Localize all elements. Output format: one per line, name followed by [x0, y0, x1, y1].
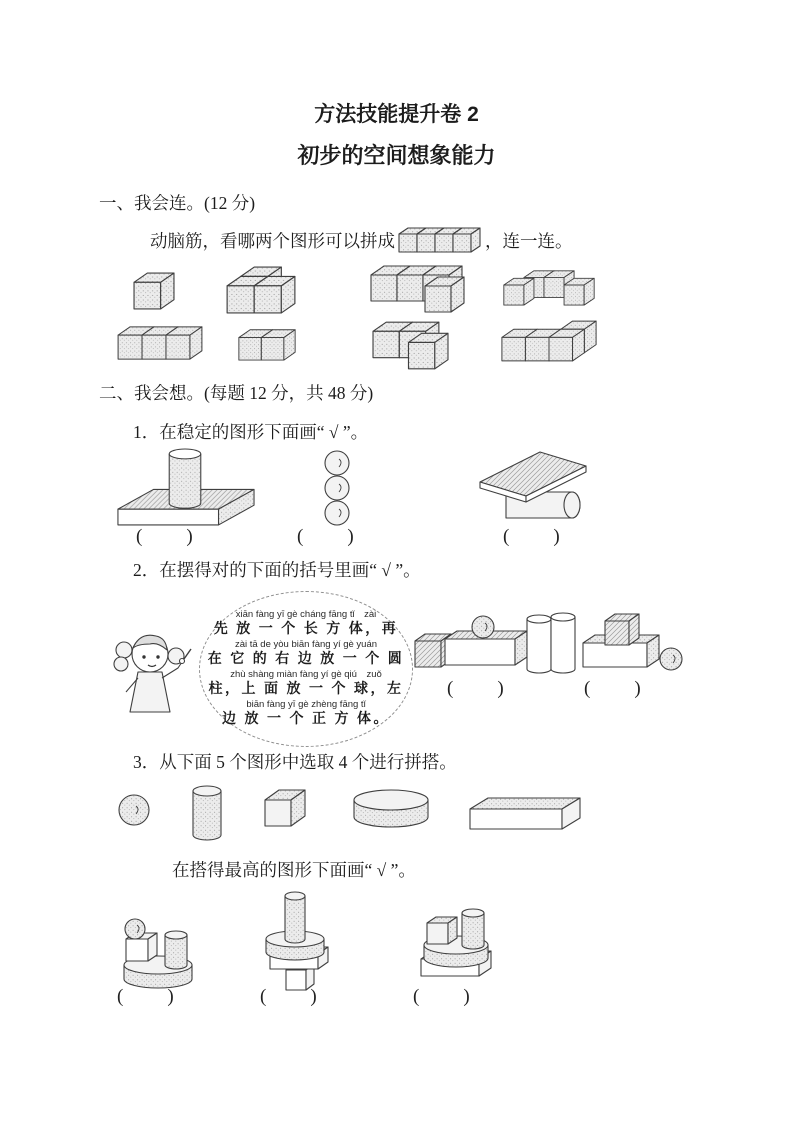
stack-figure-3 — [409, 899, 493, 979]
section1-heading: 一、我会连。(12 分) — [99, 193, 256, 213]
speech-bubble — [199, 591, 413, 747]
answer-blank-q3-1: ( ) — [117, 986, 176, 1007]
page-subtitle: 初步的空间想象能力 — [297, 143, 496, 168]
figure-two-cube-row — [238, 328, 296, 361]
question2-text: 2．在摆得对的下面的括号里画“ √ ”。 — [133, 560, 421, 580]
figure-single-cube — [133, 271, 175, 310]
question1-text: 1．在稳定的图形下面画“ √ ”。 — [133, 422, 369, 442]
question3-subtext: 在搭得最高的图形下面画“ √ ”。 — [172, 860, 416, 880]
page-title: 方法技能提升卷 2 — [314, 103, 479, 126]
bubble-hanzi-2: 在 它 的 右 边 放 一 个 圆 — [207, 652, 405, 667]
figure-three-cube-row — [117, 325, 203, 360]
section1-prompt — [150, 212, 573, 254]
arrangement-b-figure — [549, 607, 684, 675]
answer-blank-q2-2: ( ) — [584, 678, 643, 699]
bubble-pinyin-4: biān fàng yī gè zhèng fāng tǐ — [246, 699, 366, 710]
figure-three-cubes-back-left — [226, 265, 296, 314]
prompt-suffix: ，连一连。 — [485, 231, 573, 251]
figure-four-cubes-front-right — [370, 264, 465, 313]
bubble-hanzi-1: 先 放 一 个 长 方 体，再 — [213, 622, 399, 637]
stack-figure-2 — [257, 884, 335, 991]
arrangement-a-figure — [413, 607, 553, 675]
answer-blank-q1-2: ( ) — [297, 526, 356, 547]
figure-stacked-balls — [320, 449, 354, 526]
shape-ball — [117, 793, 151, 827]
bubble-hanzi-3: 柱，上 面 放 一 个 球，左 — [208, 682, 404, 697]
shape-cylinder — [191, 784, 223, 842]
bubble-pinyin-3: zhù shàng miàn fàng yí gè qiú zuǒ — [230, 669, 382, 680]
bubble-pinyin-1: xiān fàng yī gè cháng fāng tǐ zài — [235, 609, 377, 620]
answer-blank-q1-3: ( ) — [503, 526, 562, 547]
shape-cube — [264, 788, 306, 837]
answer-blank-q3-3: ( ) — [413, 986, 472, 1007]
prompt-prefix: 动脑筋，看哪两个图形可以拼成 — [150, 231, 395, 251]
answer-blank-q2-1: ( ) — [447, 678, 506, 699]
shape-cuboid — [468, 789, 581, 831]
bubble-pinyin-2: zài tā de yòu biān fàng yí gè yuán — [234, 639, 378, 650]
stack-figure-1 — [114, 893, 202, 989]
shape-disc — [351, 787, 429, 829]
answer-blank-q1-1: ( ) — [136, 526, 195, 547]
figure-three-cubes-front-right — [372, 320, 449, 370]
answer-blank-q3-2: ( ) — [260, 986, 319, 1007]
target-figure-four-cube-row — [398, 226, 482, 254]
section2-heading: 二、我会想。(每题 12 分，共 48 分) — [99, 383, 374, 403]
figure-board-on-cylinder — [478, 446, 588, 520]
figure-four-cubes-back-right — [501, 320, 597, 362]
girl-character-illustration — [108, 620, 203, 740]
figure-cylinder-on-slab — [114, 440, 256, 529]
bubble-hanzi-4: 边 放 一 个 正 方 体。 — [222, 712, 390, 727]
question3-text: 3．从下面 5 个图形中选取 4 个进行拼搭。 — [133, 752, 457, 772]
figure-cube-bridge — [503, 269, 595, 306]
